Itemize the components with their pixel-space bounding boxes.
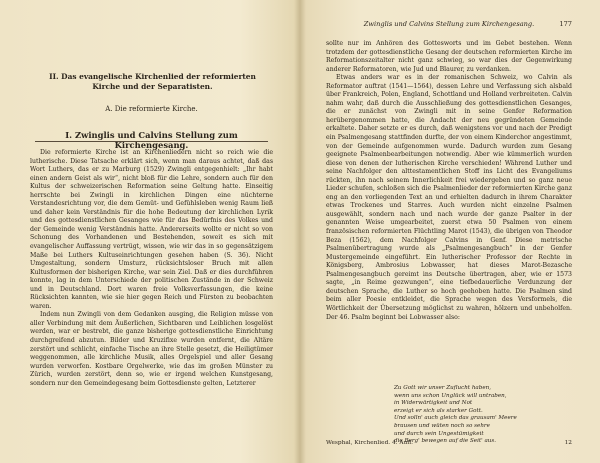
left-body-text (30, 149, 273, 388)
verse-line: erzeigt er sich als starker Gott. (394, 407, 483, 414)
right-paragraph-2: Etwas anders war es in der romanischen Schweiz, wo Calvin als Reformator auftrat (1541—1564), dessen Lehre und Verfassung sich alsbald über Frankreich, Polen, England, Schottland und Holland verbreiteten. Calvin nahm wahr, daß durch die Ausschließung des gottesdienstlichen Gesanges, die er zunächst von Zwingli mit in seine Genfer Reformation herübergenommen hatte, die Andacht der neu gegründeten Gemeinde erkaltete. Daher setzte er es durch, daß wenigstens vor und nach der Predigt ein Psalmengesang stattfinden durfte, der von einem Kinderchor angestimmt, von der Gemeinde aufgenommen wurde. Dadurch wurden zum Gesang geeignete Psalmenbearbeitungen notwendig. Aber wie kümmerlich wurden diese von denen der lutherischen Kirche verschieden! Während Luther und seine Nachfolger den alttestamentlichen Stoff ins Licht des Evangeliums rückten, ihn nach seinem Innerlichkeit frei wiedergeben und so ganz neue Lieder schufen, schloßen sich die Psalmenlieder der reformierten Kirche ganz eng an den vorliegenden Text an und erhielten dadurch in ihrem Charakter etwas Trockenes und Starres. Auch wurden nicht einzelne Psalmen ausgewählt, sondern nach und nach wurde der ganze Psalter in der genannten Weise umgearbeitet, zuerst etwa 50 Psalmen von einem französischen reformierten Flüchtling Marot (1543), die übrigen von Theodor Beza (1562), dem Nachfolger Calvins in Genf. Diese metrische Psalmenübertragung wurde als „Psalmengesangbuch“ in der Genfer Mustergemeinde eingeführt. Ein lutherischer Professor der Rechte in Königsberg, Ambrosius Lobwasser, hat dieses Marot-Bezasche Psalmengesangbuch gereimt ins Deutsche übertragen, aber, wie er 1573 sagte, „in Reime gezwungen“, eine tiefbedauerliche Verdunzung der deutschen Sprache, die Luther so hoch geehoben hatte. Die Psalmen sind beim aller Poesie entkleidet, die Sprache wegen des Versformels, die Wörtlichkeit der Übersetzung möglichst zu wahren, hölzern und unbeholfen. Der 46. Psalm beginnt bei Lobwasser also: (326, 74, 572, 321)
chapter-heading: II. Das evangelische Kirchenlied der reformierten Kirche und der Separatisten. (49, 72, 256, 91)
verse-line: Und solln' auch gleich das grausam' Meere (394, 415, 517, 422)
section-rule (35, 141, 268, 142)
page-footer (326, 440, 572, 446)
page-number: 177 (559, 20, 572, 28)
footer-signature: Wesphal, Kirchenlied. 4. Aufl. (326, 440, 413, 446)
verse-line: brausen und wüten noch so sehre (394, 422, 490, 429)
subheading: A. Die reformierte Kirche. (105, 105, 198, 113)
running-title: Zwinglis und Calvins Stellung zum Kirchengesang. (363, 20, 535, 28)
left-page (0, 0, 298, 463)
right-body-text (326, 40, 572, 322)
verse-line: die Berg' bewegen auf die Seit' aus. (394, 438, 497, 445)
section-title: I. Zwinglis und Calvins Stellung zum Kirchengesang. (65, 130, 238, 150)
verse-line: Zu Gott wir unser Zuflucht haben, (394, 385, 492, 391)
left-paragraph-2: Indem nun Zwingli von dem Gedanken ausging, die Religion müsse von aller Verbindung mit dem Äußerlichen, Sichtbaren und Leiblichen losgelöst werden, war er bestrebt, die ganze bisherige gottesdienstliche Einrichtung durchgreifend abzutun. Bilder und Kruzifixe wurden entfernt, die Altäre zerstört und schlicht, einfache Tische an ihre Stelle gesetzt, die Heiligtümer weggenommen, alle kirchliche Musik, alles Orgelspiel und aller Gesang wurden verworfen. Kostbare Orgelwerke, wie das im großen Münster zu Zürich, wurden zerstört, denn so, wie er irgend welchen Kunstgesang, sondern nur den Gemeindegesang beim Gottesdienste gelten, Letzterer (30, 311, 273, 387)
verse-line: in Widerwärtigkeit und Not (394, 400, 473, 407)
verse-line: wenn uns schon Unglück will untraben, (394, 392, 507, 399)
left-paragraph-1: Die reformierte Kirche ist an Kirchenliedern nicht so reich wie die lutherische. Diese Tatsache erklärt sich, wenn man daraus achtet, daß das Wort Luthers, das er zu Marburg (1529) Zwingli entgegenhielt: „Ihr habt einen andern Geist als wir“, nicht bloß für die Lehre, sondern auch für den Kultus der schweizerischen Reformation seine Geltung hatte. Einseitig herrschte bei Zwingli in kirchlichen Dingen eine nüchterne Verstandesrichtung vor, die dem Gemüt- und Gefühlsleben wenig Raum ließ und daher kein Verständnis für die hohe Bedeutung der kirchlichen Lyrik und des gottesdienstlichen Gesanges wie für das Bedürfnis des Volkes und der Gemeinde wenig Verständnis hatte. Andererseits wollte er nicht so von Schonung des Vorhandenen und Bestehenden, soweit es sich mit evangelischer Auffassung vertrügt, wissen, wie wir das in so gegensätzigem Maße bei Luthers Kultuseinrichtungen gesehen haben (S. 36). Nicht Umgestaltung, sondern Umsturz, rücksichtsloser Bruch mit allen Kultusformen der bisherigen Kirche, war sein Ziel. Daß er dies durchführen konnte, lag in dem Unterschiede der politischen Zustände in der Schweiz und in Deutschland. Dort waren freie Volksverfassungen, die keine Rücksichten kannten, wie sie hier gegen Reich und Fürsten zu beobachten waren. (30, 149, 273, 310)
verse-line: und durch sein Ungestümigkeit (394, 430, 484, 437)
right-paragraph-1: sollte nur im Anhören des Gottesworts und im Gebet bestehen. Wenn trotzdem der gottesdienstliche Gesang der deutschen reformierten Kirche im Reformationszeitalter nicht ganz schwieg, so war dies der Gegenwirkung anderer Reformatoren, wie Jud und Blaurer, zu verdanken. (326, 40, 572, 73)
right-page (302, 0, 600, 463)
sheet-number: 12 (564, 440, 572, 446)
psalm-verse (394, 385, 534, 446)
